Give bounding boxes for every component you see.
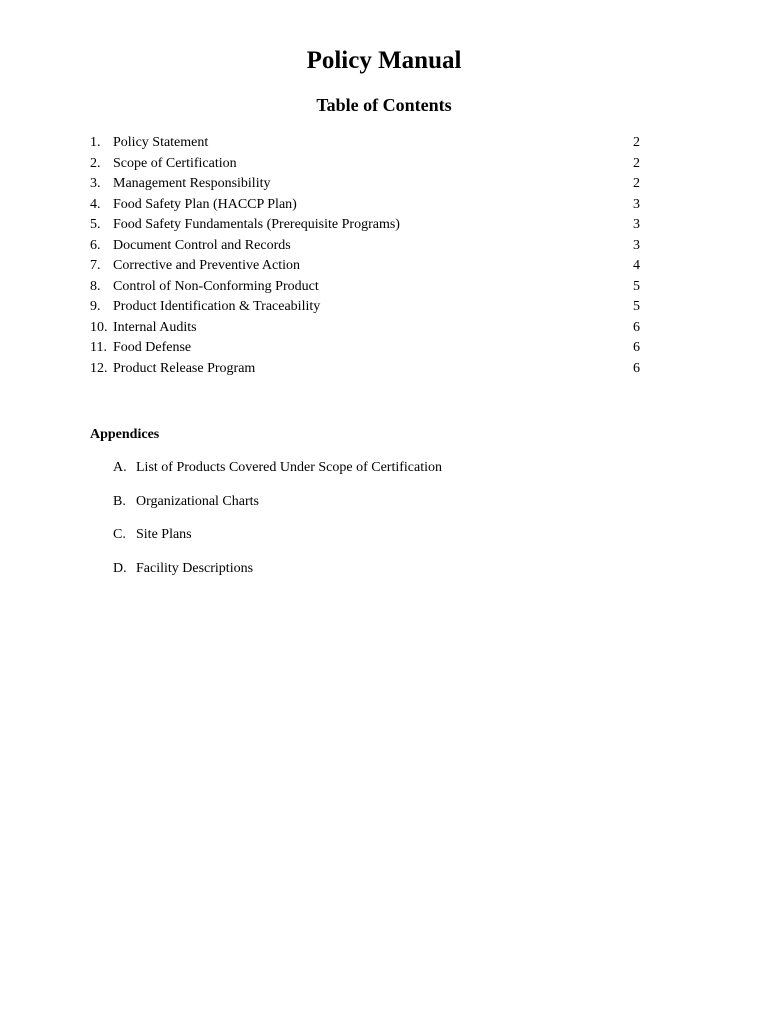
toc-entry-label: Management Responsibility	[113, 176, 271, 191]
appendix-entry-label: Organizational Charts	[136, 493, 259, 509]
toc-entry-number: 4.	[90, 196, 101, 212]
toc-entry-page: 5	[633, 299, 640, 314]
toc-list	[90, 133, 642, 379]
toc-entry-number: 8.	[90, 278, 101, 294]
toc-entry-label: Document Control and Records	[113, 237, 291, 253]
toc-entry-number: 5.	[90, 217, 101, 232]
toc-entry-number: 6.	[90, 237, 101, 253]
toc-entry-number: 11.	[90, 340, 107, 355]
toc-entry-number: 7.	[90, 258, 101, 273]
toc-entry-food-safety-plan[interactable]	[90, 195, 642, 216]
toc-entry-label: Corrective and Preventive Action	[113, 258, 300, 273]
appendices-heading: Appendices	[90, 427, 160, 442]
appendix-entry-label: Site Plans	[136, 527, 192, 542]
document-title: Policy Manual	[306, 47, 462, 74]
toc-entry-page: 3	[633, 217, 640, 232]
toc-entry-label: Food Safety Fundamentals (Prerequisite Programs)	[113, 217, 400, 232]
appendix-entry-label: List of Products Covered Under Scope of Certification	[136, 460, 442, 475]
toc-entry-management-responsibility[interactable]	[90, 174, 642, 195]
toc-entry-label: Food Defense	[113, 340, 192, 355]
toc-entry-product-identification[interactable]	[90, 297, 642, 318]
toc-entry-policy-statement[interactable]	[90, 133, 642, 154]
appendix-entry-label: Facility Descriptions	[136, 560, 254, 576]
toc-entry-page: 2	[633, 155, 640, 171]
toc-entry-number: 2.	[90, 155, 101, 171]
toc-entry-page: 2	[633, 176, 640, 191]
toc-entry-label: Policy Statement	[113, 135, 209, 150]
appendix-entry-letter: C.	[113, 527, 126, 542]
toc-entry-label: Scope of Certification	[113, 155, 237, 171]
toc-entry-number: 9.	[90, 299, 101, 314]
appendix-entry-letter: A.	[113, 460, 127, 475]
toc-entry-page: 3	[633, 196, 640, 212]
toc-entry-label: Control of Non-Conforming Product	[113, 278, 319, 294]
toc-entry-label: Product Release Program	[113, 360, 256, 376]
toc-entry-label: Food Safety Plan (HACCP Plan)	[113, 196, 297, 212]
toc-heading: Table of Contents	[316, 95, 452, 115]
toc-entry-page: 4	[633, 258, 640, 273]
toc-entry-page: 5	[633, 278, 640, 294]
toc-entry-number: 1.	[90, 135, 101, 150]
toc-entry-corrective-action[interactable]	[90, 256, 642, 277]
toc-entry-internal-audits[interactable]	[90, 318, 642, 339]
toc-entry-document-control[interactable]	[90, 236, 642, 257]
toc-entry-page: 6	[633, 319, 640, 335]
toc-entry-product-release[interactable]	[90, 359, 642, 380]
toc-entry-page: 6	[633, 360, 640, 376]
toc-entry-page: 3	[633, 237, 640, 253]
toc-entry-non-conforming-product[interactable]	[90, 277, 642, 298]
toc-entry-page: 6	[633, 340, 640, 355]
toc-entry-scope-of-certification[interactable]	[90, 154, 642, 175]
toc-entry-page: 2	[633, 135, 640, 150]
appendix-entry-letter: D.	[113, 560, 127, 576]
toc-entry-food-safety-fundamentals[interactable]	[90, 215, 642, 236]
toc-entry-label: Internal Audits	[113, 319, 197, 335]
appendix-entry-letter: B.	[113, 493, 126, 509]
toc-entry-number: 10.	[90, 319, 108, 335]
toc-entry-label: Product Identification & Traceability	[113, 299, 321, 314]
toc-entry-number: 3.	[90, 176, 101, 191]
toc-entry-food-defense[interactable]	[90, 338, 642, 359]
toc-entry-number: 12.	[90, 360, 108, 376]
